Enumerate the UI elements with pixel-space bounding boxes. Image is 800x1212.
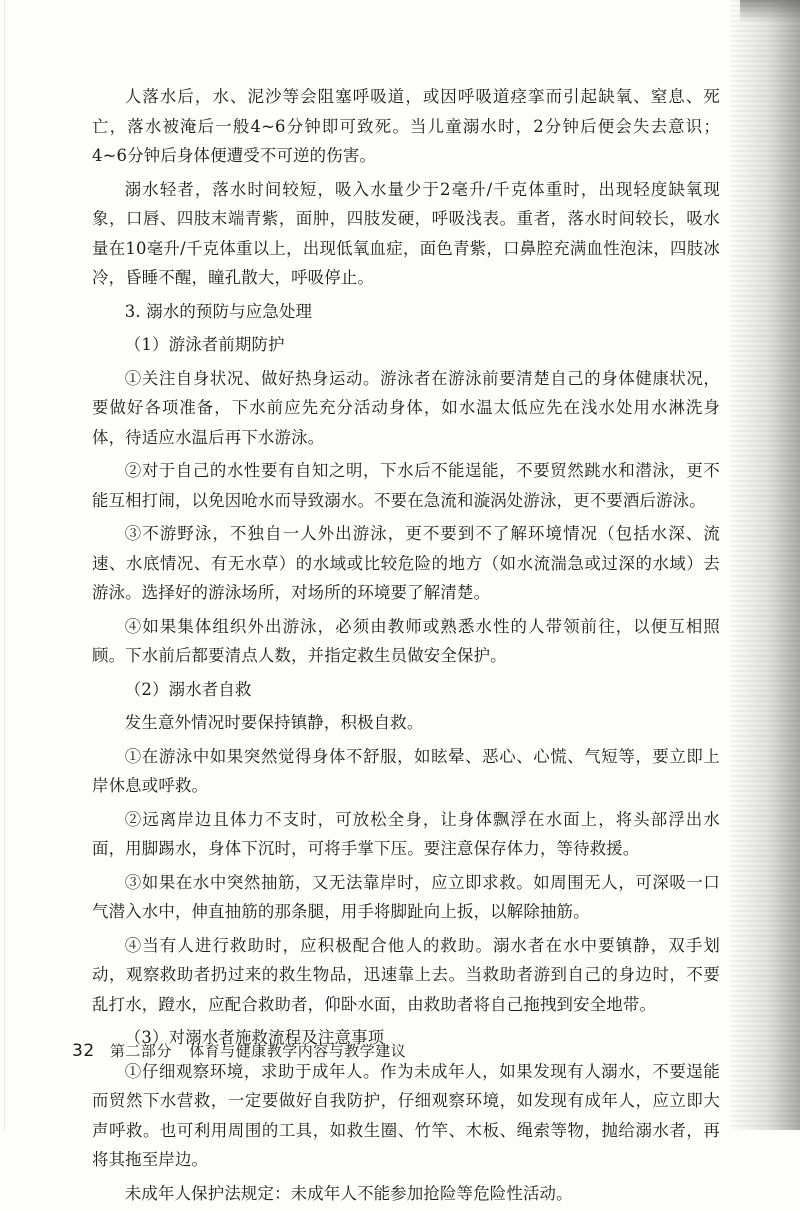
paragraph: ②远离岸边且体力不支时，可放松全身，让身体飘浮在水面上，将头部浮出水面，用脚踢水，身体下沉时，可将手掌下压。要注意保存体力，等待救援。 — [92, 809, 720, 858]
paragraph: 溺水轻者，落水时间较短，吸入水量少于2毫升/千克体重时，出现轻度缺氧现象，口唇、四肢末端青紫，面肿，四肢发硬，呼吸浅表。重者，落水时间较长，吸水量在10毫升/千克体重以上，出现低氧血症，面色青紫，口鼻腔充满血性泡沫，四肢冰冷，昏睡不醒，瞳孔散大，呼吸停止。 — [92, 179, 720, 287]
paragraph: ①在游泳中如果突然觉得身体不舒服，如眩晕、恶心、心慌、气短等，要立即上岸休息或呼救。 — [92, 746, 720, 795]
subsection-heading: （3）对溺水者施救流程及注意事项 — [124, 1028, 385, 1047]
footer-title: 体育与健康教学内容与教学建议 — [189, 1042, 407, 1060]
paragraph: ④当有人进行救助时，应积极配合他人的救助。溺水者在水中要镇静，双手划动，观察救助者扔过来的救生物品，迅速靠上去。当救助者游到自己的身边时，不要乱打水，蹬水，应配合救助者，仰卧水面，由救助者将自己拖拽到安全地带。 — [92, 935, 720, 1014]
paragraph: 人落水后，水、泥沙等会阻塞呼吸道，或因呼吸道痉挛而引起缺氧、窒息、死亡，落水被淹后一般4~6分钟即可致死。当儿童溺水时，2分钟后便会失去意识；4~6分钟后身体便遭受不可逆的伤害。 — [92, 87, 720, 165]
paragraph: ①仔细观察环境，求助于成年人。作为未成年人，如果发现有人溺水，不要逞能而贸然下水营救，一定要做好自我防护，仔细观察环境，如发现有成年人，应立即大声呼救。也可利用周围的工具，如救生圈、竹竿、木板、绳索等物，抛给溺水者，再将其拖至岸边。 — [92, 1061, 720, 1169]
paragraph: 发生意外情况时要保持镇静，积极自救。 — [124, 713, 424, 732]
page-edge-shadow — [730, 0, 800, 1130]
page-corner-shadow — [740, 0, 800, 22]
binding-edge — [4, 0, 5, 1130]
paragraph: ③不游野泳，不独自一人外出游泳，更不要到不了解环境情况（包括水深、流速、水底情况、有无水草）的水域或比较危险的地方（如水流湍急或过深的水域）去游泳。选择好的游泳场所，对场所的环境要了解清楚。 — [92, 524, 720, 602]
subsection-heading: （2）溺水者自救 — [124, 679, 252, 699]
paragraph: ①关注自身状况、做好热身运动。游泳者在游泳前要清楚自己的身体健康状况，要做好各项准备，下水前应先充分活动身体，如水温太低应先在浅水处用水淋洗身体，待适应水温后再下水游泳。 — [92, 368, 720, 447]
section-heading: 3. 溺水的预防与应急处理 — [124, 301, 313, 321]
footer-section: 第二部分 — [109, 1042, 172, 1060]
paragraph: ④如果集体组织外出游泳，必须由教师或熟悉水性的人带领前往，以便互相照顾。下水前后都要清点人数，并指定救生员做安全保护。 — [92, 616, 720, 665]
paragraph: ②对于自己的水性要有自知之明，下水后不能逞能，不要贸然跳水和潜泳，更不能互相打闹，以免因呛水而导致溺水。不要在急流和漩涡处游泳，更不要酒后游泳。 — [92, 461, 720, 510]
page-footer — [72, 1040, 406, 1061]
paragraph: 未成年人保护法规定：未成年人不能参加抢险等危险性活动。 — [124, 1183, 573, 1203]
page-number: 32 — [72, 1041, 95, 1061]
subsection-heading: （1）游泳者前期防护 — [124, 335, 285, 354]
paragraph: ③如果在水中突然抽筋，又无法靠岸时，应立即求救。如周围无人，可深吸一口气潜入水中，伸直抽筋的那条腿，用手将脚趾向上扳，以解除抽筋。 — [92, 872, 720, 921]
